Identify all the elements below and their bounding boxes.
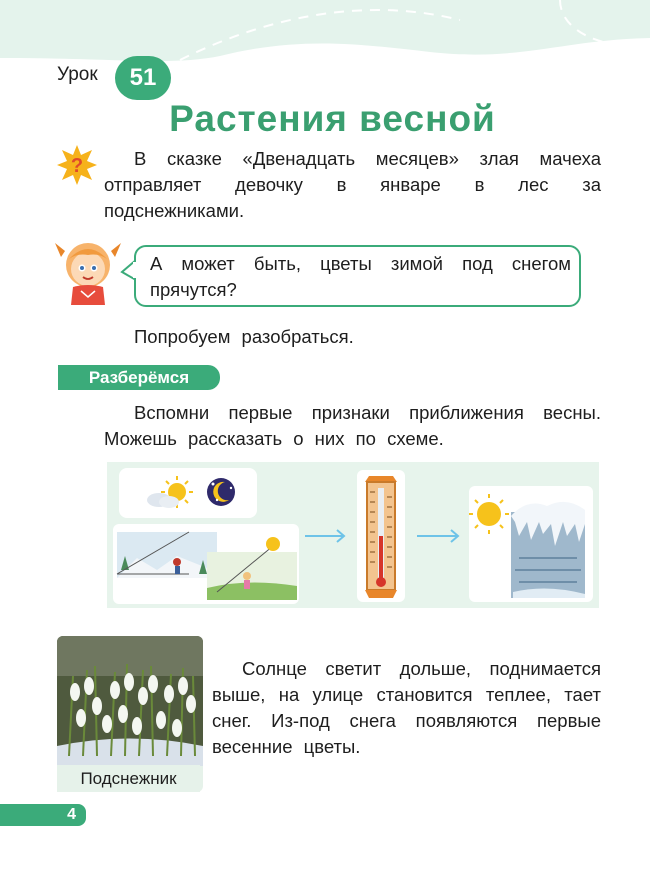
photo-caption: Подснежник [57, 765, 200, 792]
lesson-word: Урок [57, 64, 98, 85]
thermometer-card [357, 470, 405, 602]
day-night-card [119, 468, 257, 518]
night-moon-icon [207, 478, 235, 506]
speech-bubble-tail-cover [133, 262, 137, 278]
spring-signs-diagram [107, 462, 599, 608]
svg-text:?: ? [70, 155, 84, 177]
page-number: 4 [0, 804, 86, 826]
page-title: Растения весной [169, 98, 496, 139]
lesson-number-badge: 51 [115, 56, 171, 100]
question-star-icon [56, 144, 98, 186]
prompt-text: Попробуем разобраться. [134, 326, 354, 347]
header-background [0, 0, 650, 110]
girl-character-illustration [53, 233, 123, 305]
conclusion-paragraph: Солнце светит дольше, поднимается выше, на улице становится теплее, тает снег. Из-под снега появляются первые весенние цветы. [212, 658, 601, 757]
section-paragraph: Вспомни первые признаки приближения весны. Можешь рассказать о них по схеме. [104, 402, 601, 449]
sun-height-card [113, 524, 299, 604]
speech-bubble [134, 245, 581, 307]
melting-snow-card [469, 486, 593, 602]
speech-bubble-text: А может быть, цветы зимой под снегом прячутся? [150, 253, 571, 300]
section-label: Разберёмся [58, 365, 220, 390]
intro-paragraph: В сказке «Двенадцать месяцев» злая мачеха отправляет девочку в январе в лес за подснежниками. [104, 148, 601, 221]
